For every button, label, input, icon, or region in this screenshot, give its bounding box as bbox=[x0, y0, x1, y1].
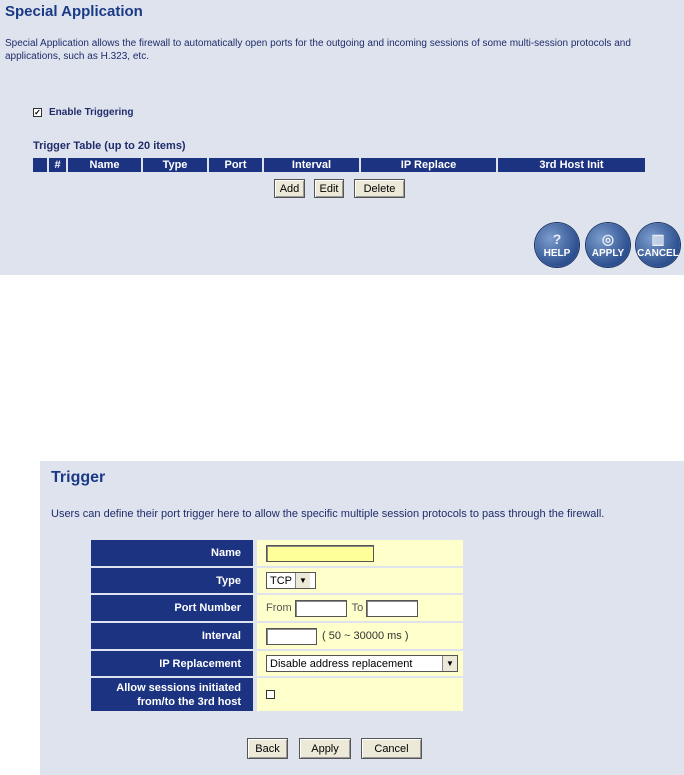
delete-button[interactable]: Delete bbox=[354, 179, 405, 198]
type-value-cell bbox=[257, 568, 463, 593]
chevron-down-icon: ▼ bbox=[295, 573, 310, 588]
trigger-title: Trigger bbox=[51, 469, 106, 486]
column-header-interval: Interval bbox=[262, 158, 359, 172]
enable-triggering-checkbox[interactable]: ✓ bbox=[34, 107, 41, 117]
question-mark-icon: ? bbox=[552, 231, 562, 247]
trigger-table-caption: Trigger Table (up to 20 items) bbox=[33, 140, 186, 152]
special-application-panel bbox=[0, 0, 684, 275]
interval-row bbox=[91, 623, 463, 649]
allow-sessions-label bbox=[91, 678, 253, 711]
name-label: Name bbox=[91, 540, 253, 566]
edit-button[interactable]: Edit bbox=[314, 179, 344, 198]
type-select-value: TCP bbox=[270, 574, 292, 587]
name-value-cell bbox=[257, 540, 463, 566]
form-apply-button[interactable]: Apply bbox=[299, 738, 351, 759]
column-header-3rd-host-init: 3rd Host Init bbox=[496, 158, 645, 172]
trigger-form bbox=[91, 540, 463, 713]
help-button[interactable] bbox=[535, 223, 579, 267]
enable-triggering-label: Enable Triggering bbox=[49, 107, 134, 118]
port-number-value-cell bbox=[257, 595, 463, 621]
column-header-ip-replace: IP Replace bbox=[359, 158, 496, 172]
port-to-input[interactable] bbox=[366, 600, 418, 617]
page-description: Special Application allows the firewall to automatically open ports for the outgoing and incoming sessions of some multi-session protocols and applications, such as H.323, etc. bbox=[5, 38, 631, 62]
trash-icon: ▥ bbox=[651, 231, 665, 247]
cancel-button-label: CANCEL bbox=[637, 248, 679, 259]
port-from-input[interactable] bbox=[295, 600, 347, 617]
ip-replacement-label: IP Replacement bbox=[91, 651, 253, 676]
port-to-label: To bbox=[351, 602, 364, 614]
form-cancel-button[interactable]: Cancel bbox=[361, 738, 422, 759]
interval-value-cell bbox=[257, 623, 463, 649]
apply-button-label: APPLY bbox=[591, 248, 625, 259]
name-row bbox=[91, 540, 463, 566]
interval-label: Interval bbox=[91, 623, 253, 649]
type-select[interactable] bbox=[266, 572, 316, 589]
interval-hint: ( 50 ~ 30000 ms ) bbox=[322, 630, 409, 642]
add-button[interactable]: Add bbox=[274, 179, 305, 198]
ip-replacement-row bbox=[91, 651, 463, 676]
back-button[interactable]: Back bbox=[247, 738, 288, 759]
enable-triggering-row bbox=[33, 107, 133, 118]
column-header-number: # bbox=[47, 158, 66, 172]
trigger-panel bbox=[40, 461, 684, 775]
apply-icon: ◎ bbox=[601, 231, 615, 247]
allow-sessions-label-line1: Allow sessions initiated bbox=[116, 681, 241, 694]
help-button-label: HELP bbox=[543, 248, 571, 259]
port-number-label: Port Number bbox=[91, 595, 253, 621]
port-number-row bbox=[91, 595, 463, 621]
name-input[interactable] bbox=[266, 545, 374, 562]
type-label: Type bbox=[91, 568, 253, 593]
column-header-type: Type bbox=[141, 158, 207, 172]
interval-input[interactable] bbox=[266, 628, 317, 645]
allow-sessions-label-line2: from/to the 3rd host bbox=[137, 695, 241, 708]
column-header-name: Name bbox=[66, 158, 141, 172]
allow-sessions-value-cell bbox=[257, 678, 463, 711]
column-header-port: Port bbox=[207, 158, 262, 172]
ip-replacement-value-cell bbox=[257, 651, 463, 676]
chevron-down-icon: ▼ bbox=[442, 656, 457, 671]
page-title: Special Application bbox=[5, 3, 143, 20]
ip-replacement-value: Disable address replacement bbox=[270, 657, 413, 670]
trigger-table-header bbox=[33, 158, 645, 172]
allow-sessions-checkbox[interactable] bbox=[266, 690, 275, 699]
trigger-description: Users can define their port trigger here to allow the specific multiple session protocols to pass through the firewall. bbox=[51, 508, 605, 520]
port-from-label: From bbox=[266, 602, 292, 614]
ip-replacement-select[interactable] bbox=[266, 655, 458, 672]
apply-button[interactable] bbox=[586, 223, 630, 267]
column-header-select bbox=[33, 158, 47, 172]
allow-sessions-row bbox=[91, 678, 463, 711]
type-row bbox=[91, 568, 463, 593]
cancel-button[interactable] bbox=[636, 223, 680, 267]
